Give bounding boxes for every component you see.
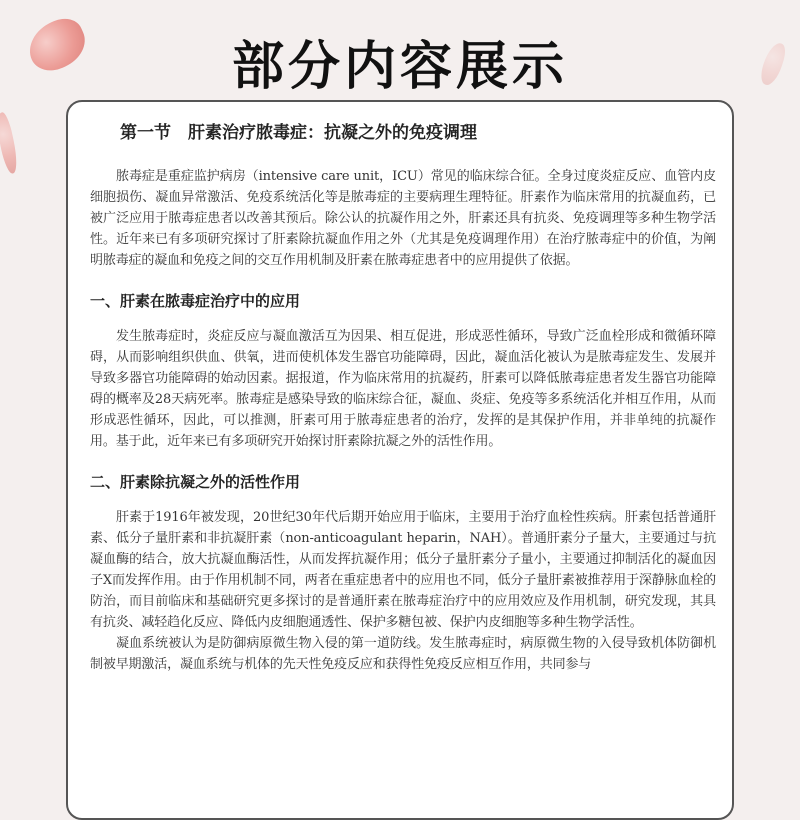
paragraph-coagulation-defense: 凝血系统被认为是防御病原微生物入侵的第一道防线。发生脓毒症时，病原微生物的入侵导致机体防御机制被早期激活，凝血系统与机体的先天性免疫反应和获得性免疫反应相互作用，共同参与: [90, 636, 716, 672]
intro-paragraph: 脓毒症是重症监护病房（intensive care unit，ICU）常见的临床综合征。全身过度炎症反应、血管内皮细胞损伤、凝血异常激活、免疫系统活化等是脓毒症的主要病理生理特征。肝素作为临床常用的抗凝血药，已被广泛应用于脓毒症患者以改善其预后。除公认的抗凝作用之外，肝素还具有抗炎、免疫调理等多种生物学活性。近年来已有多项研究探讨了肝素除抗凝血作用之外（尤其是免疫调理作用）在治疗脓毒症中的价值，为阐明脓毒症的凝血和免疫之间的交互作用机制及肝素在脓毒症患者中的应用提供了依据。: [90, 169, 716, 268]
section-title: 第一节 肝素治疗脓毒症：抗凝之外的免疫调理: [120, 123, 477, 143]
heading-application: 一、肝素在脓毒症治疗中的应用: [90, 292, 301, 310]
document-preview-card: [66, 100, 734, 820]
paragraph-activity: 肝素于1916年被发现，20世纪30年代后期开始应用于临床，主要用于治疗血栓性疾病。肝素包括普通肝素、低分子量肝素和非抗凝肝素（non-anticoagulant heparin，NAH）。普通肝素分子量大，主要通过与抗凝血酶的结合，放大抗凝血酶活性，从而发挥抗凝作用；低分子量肝素分子量小，主要通过抑制活化的凝血因子X而发挥作用。由于作用机制不同，两者在重症患者中的应用也不同，低分子量肝素被推荐用于深静脉血栓的防治，而目前临床和基础研究更多探讨的是普通肝素在脓毒症治疗中的应用效应及作用机制，研究发现，其具有抗炎、减轻趋化反应、降低内皮细胞通透性、保护多糖包被、保护内皮细胞等多种生物学活性。: [90, 510, 716, 630]
petal-decoration-icon: [0, 111, 20, 175]
page-title: 部分内容展示: [231, 37, 568, 97]
paragraph-application: 发生脓毒症时，炎症反应与凝血激活互为因果、相互促进，形成恶性循环，导致广泛血栓形成和微循环障碍，从而影响组织供血、供氧，进而使机体发生器官功能障碍，因此，凝血活化被认为是脓毒症发生、发展并导致多器官功能障碍的始动因素。据报道，作为临床常用的抗凝药，肝素可以降低脓毒症患者发生器官功能障碍的概率及28天病死率。脓毒症是感染导致的临床综合征，凝血、炎症、免疫等多系统活化并相互作用，从而形成恶性循环，因此，可以推测，肝素可用于脓毒症患者的治疗，发挥的是其保护作用，并非单纯的抗凝作用。基于此，近年来已有多项研究开始探讨肝素除抗凝之外的活性作用。: [90, 329, 716, 449]
heading-activity: 二、肝素除抗凝之外的活性作用: [90, 473, 301, 491]
document-content: [90, 166, 716, 675]
